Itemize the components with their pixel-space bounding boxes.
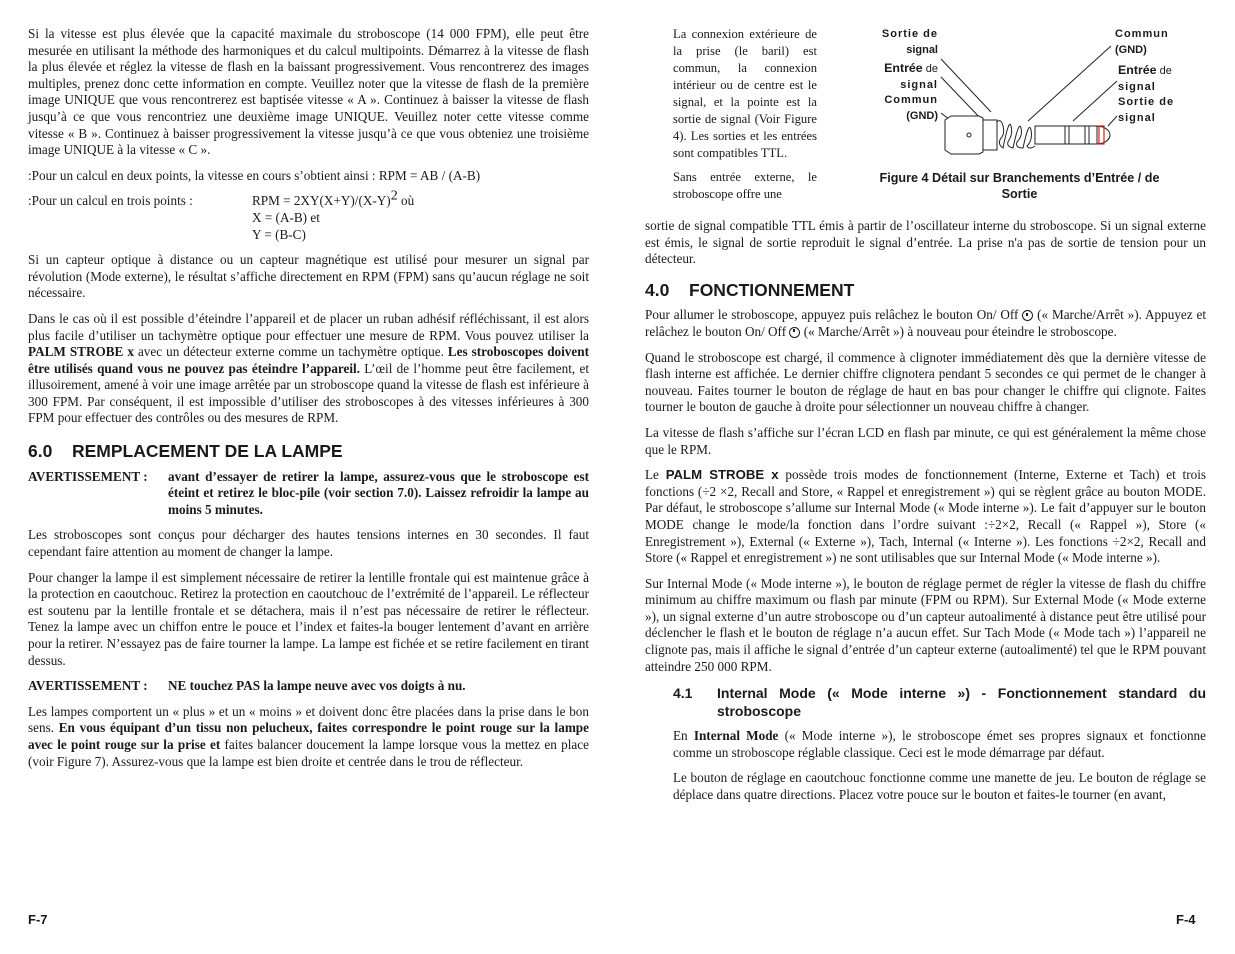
mode-detail-paragraph: Sur Internal Mode (« Mode interne »), le bouton de réglage permet de régler la vitesse de flash du chiffre minimum au chiffre maximum ou flash par minute (FPM ou RPM). Sur External Mode (« Mode externe »), un signal externe d’un autre stroboscope ou d’un capteur autoalimenté à distance peut être utilisé pour déclencher le flash et le bouton de réglage n’a aucun effet. Sur Tach Mode (« Mode tach ») l’appareil ne clignote pas, mais il affiche le signal d’entrée d’un capteur externe (autoalimenté) tel que le RPM pouvant atteindre 250 000 RPM.: [645, 575, 1206, 674]
no-input-paragraph-end: sortie de signal compatible TTL émis à partir de l’oscillateur interne du stroboscope. Si un signal externe est émis, le signal de sortie reproduit le signal d’entrée. La prise n'a pas de sortie de tension pour un détecteur.: [645, 218, 1206, 267]
two-point-formula: :Pour un calcul en deux points, la vitesse en cours s’obtient ainsi : RPM = AB / (A-B): [28, 167, 481, 183]
warning-label: AVERTISSEMENT :: [28, 468, 148, 484]
change-lamp-paragraph: Pour changer la lampe il est simplement nécessaire de retirer la lentille frontale qui est maintenue grâce à la protection en caoutchouc. Retirez la protection en caoutchouc de l’extrémité de l’appareil. Le réflecteur est soutenu par la lentille frontale et se détachera, mais il n’est pas nécessaire de retirer le réflecteur. Tenez la lampe avec un chiffon entre le pouce et l’index et faites-la bouger lentement d’avant en arrière pour la retirer. N’essayez pas de faire tourner la lampe. La lampe est fichée et se retire facilement en tirant dessus.: [28, 569, 589, 668]
section-heading-operation: 4.0 FONCTIONNEMENT: [645, 279, 855, 300]
external-mode-paragraph: Si un capteur optique à distance ou un capteur magnétique est utilisé pour mesurer un signal par révolution (Mode externe), le résultat s’affiche directement en RPM (FPM) sans qu’aucun réglage ne soit nécessaire.: [28, 252, 589, 301]
connector-block: [645, 26, 1206, 214]
power-on-paragraph: Pour allumer le stroboscope, appuyez puis relâchez le bouton On/ Off (« Marche/Arrêt »). Appuyez et relâchez le bouton On/ Off (« Marche/Arrêt ») à nouveau pour éteindre le stroboscope.: [645, 307, 1206, 339]
modes-paragraph: Le PALM STROBE x possède trois modes de fonctionnement (Interne, Externe et Tach) et trois fonctions (÷2 ×2, Recall and Store, « Rappel et enregistrement ») qui se règlent grâce au bouton MODE. Par défaut, le stroboscope s’allume sur Internal Mode (« Mode interne »). Le fait d’appuyer sur le bouton MODE change le mode/la fonction dans l’ordre suivant :÷2×2, Recall (« Rappel »), Store (« Enregistrement »), External (« Externe »), Tach, Internal (« Interne »). Les fonctions ÷2×2, Recall and Store (« Rappel et enregistrement ») ne sont utilisables que sur Internal Mode (« Mode interne »).: [645, 467, 1206, 566]
product-name: PALM STROBE x: [665, 467, 779, 483]
label-signal-output-right: Sortie de signal: [1118, 96, 1175, 124]
formula-line-1: RPM = $2XY(X+Y)/(X-Y)^2$ où: [252, 188, 415, 209]
connector-wrap-text: [673, 26, 817, 203]
left-page: [28, 26, 589, 779]
polarity-paragraph: Les lampes comportent un « plus » et un « moins » et doivent donc être placées dans la prise dans le bon sens. En vous équipant d’un tissu non pelucheux, faites correspondre le point rouge sur la lampe avec le point rouge sur la prise et faites balancer doucement la lampe lorsque vous la mettez en place (voir Figure 7). Assurez-vous que la lampe est bien droite et centrée dans le trou de réflecteur.: [28, 703, 589, 769]
jack-plug-drawing: [833, 26, 1206, 166]
three-point-lines: [252, 188, 415, 243]
no-input-paragraph-start: Sans entrée externe, le stroboscope offre une: [673, 170, 817, 201]
strobe-emphasis: Les stroboscopes doivent être utilisés quand vous ne pouvez pas éteindre l’appareil.: [28, 344, 589, 376]
formula-line-3: Y = (B-C): [252, 226, 306, 242]
internal-mode-paragraph: En Internal Mode (« Mode interne »), le stroboscope émet ses propres signaux et fonctionne comme un stroboscope réglable classique. Ceci est le mode démarrage par défaut.: [673, 728, 1207, 760]
product-name: PALM STROBE x: [28, 344, 134, 360]
figure-4-jack-diagram: [833, 26, 1206, 206]
joystick-paragraph: Le bouton de réglage en caoutchouc fonctionne comme une manette de jeu. Le bouton de réglage se déplace dans quatre directions. Placez votre pouce sur le bouton et faites-le tourner (en avant,: [673, 770, 1206, 803]
warning-remove-lamp: [28, 469, 589, 519]
power-icon: [1022, 310, 1033, 321]
figure-caption: Figure 4 Détail sur Branchements d’Entrée / de Sortie: [879, 171, 1160, 201]
warning-text: avant d’essayer de retirer la lampe, assurez-vous que le stroboscope est éteint et retirez le bloc-pile (voir section 7.0). Laissez refroidir la lampe au moins 5 minutes.: [168, 468, 589, 517]
label-signal-input-right: Entrée de signal: [1118, 63, 1172, 93]
warning-label: AVERTISSEMENT :: [28, 678, 148, 694]
harmonics-paragraph: Si la vitesse est plus élevée que la capacité maximale du stroboscope (14 000 FPM), elle peut être mesurée en utilisant la méthode des harmoniques et du calcul multipoints. Démarrez à la vitesse de flash la plus élevée et réglez la vitesse de flash en la baissant progressivement. Vous rencontrerez des images multiples, prenez donc cette information en compte. Veuillez noter que la vitesse de flash de la première image UNIQUE que vous rencontrerez est baptisée vitesse « A ». Continuez à baisser la vitesse de flash jusqu’à ce que vous rencontriez une deuxième image UNIQUE. Veuillez noter cette vitesse comme vitesse « B ». Continuez à baisser progressivement la vitesse jusqu’à ce que vous obteniez une troisième image UNIQUE à la vitesse « C ».: [28, 26, 589, 158]
polarity-emphasis: En vous équipant d’un tissu non pelucheux, faites correspondre le point rouge sur la lampe avec le point rouge sur la prise et: [28, 720, 589, 752]
charge-paragraph: Quand le stroboscope est chargé, il commence à clignoter immédiatement dès que la dernière vitesse de flash interne est affichée. Le dernier chiffre clignotera pendant 5 secondes ce qui permet de le changer à nouveau. Faites tourner le bouton de réglage de haut en bas pour changer le chiffre qui clignote. Faites tourner le bouton de gauche à droite pour sélectionner un nouveau chiffre à changer.: [645, 349, 1206, 415]
section-heading-lamp: 6.0 REMPLACEMENT DE LA LAMPE: [28, 441, 343, 462]
tachometer-paragraph: Dans le cas où il est possible d’éteindre l’appareil et de placer un ruban adhésif réfléchissant, il est alors plus facile d’utiliser un tachymètre optique pour effectuer une mesure de RPM. Vous pouvez utiliser la PALM STROBE x avec un détecteur externe comme un tachymètre optique. Les stroboscopes doivent être utilisés quand vous ne pouvez pas éteindre l’appareil. L’œil de l’homme peut être facilement, et illusoirement, amené à voir une image arrêtée par un stroboscope quand la vitesse de flash est inférieure à 300 FPM. Par conséquent, il est impossible d’utiliser des stroboscopes à des vitesses inférieures à 300 FPM pour effectuer des contrôles ou des mesures de RPM.: [28, 310, 589, 426]
label-signal-output: Sortie de signal: [881, 28, 938, 56]
three-point-formula: [28, 188, 589, 243]
internal-mode-term: Internal Mode: [693, 728, 779, 744]
label-common-gnd: Commun (GND): [884, 94, 938, 122]
formula-line-2: X = (A-B) et: [252, 209, 320, 225]
three-point-label: :Pour un calcul en trois points :: [28, 193, 193, 209]
formula-exponent: 2: [390, 188, 398, 204]
warning-touch-lamp: [28, 678, 589, 695]
power-icon: [789, 327, 800, 338]
page-number-right: F-4: [1176, 912, 1196, 927]
connector-paragraph: La connexion extérieure de la prise (le baril) est commun, la connexion intérieur ou de centre est le signal, et la pointe est la sortie de signal (Voir Figure 4). Les sorties et les entrées sont compatibles TTL.: [673, 27, 817, 160]
discharge-paragraph: Les stroboscopes sont conçus pour décharger des hautes tensions internes en 30 secondes. Il faut cependant faire attention au moment de changer la lampe.: [28, 527, 589, 560]
right-page: [645, 26, 1206, 813]
warning-text: NE touchez PAS la lampe neuve avec vos doigts à nu.: [168, 678, 466, 694]
label-common-gnd-right: Commun (GND): [1115, 28, 1169, 56]
label-signal-input: Entrée de signal: [884, 61, 938, 91]
lcd-paragraph: La vitesse de flash s’affiche sur l’écran LCD en flash par minute, ce qui est généralement la même chose que le RPM.: [645, 424, 1206, 457]
subsection-heading-internal-mode: 4.1 Internal Mode (« Mode interne ») - Fonctionnement standard du stroboscope: [673, 685, 1206, 720]
page-number-left: F-7: [28, 912, 48, 927]
